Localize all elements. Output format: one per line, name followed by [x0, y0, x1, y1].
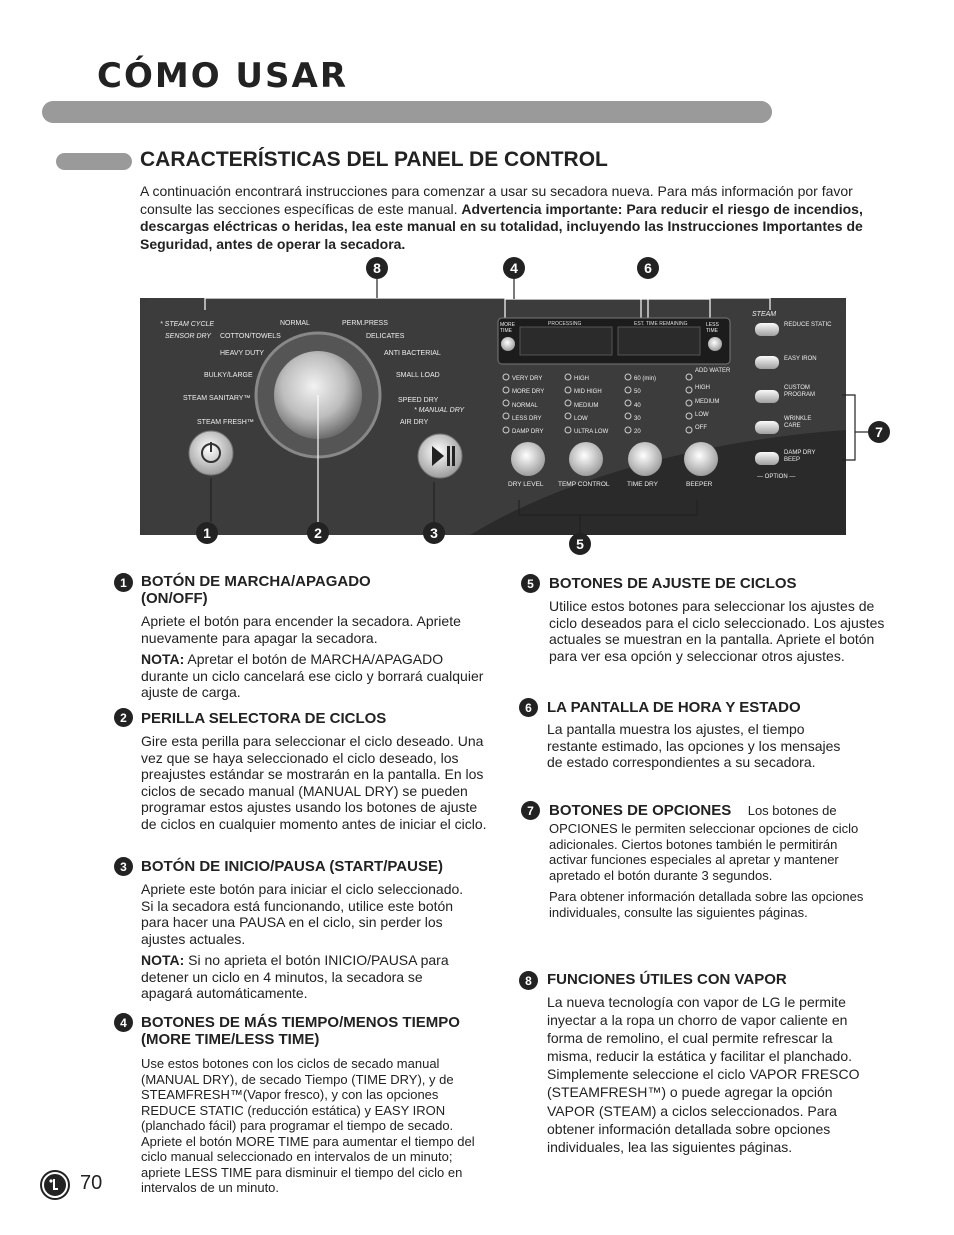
reduce-static-button	[755, 323, 779, 336]
section-body-5	[549, 598, 901, 664]
section-body-6	[547, 721, 857, 771]
less-time-button	[708, 337, 722, 351]
time-dry-button	[628, 442, 662, 476]
callout-8: 8	[366, 257, 388, 279]
callout-7: 7	[868, 421, 890, 443]
section-number-4: 4	[114, 1013, 133, 1032]
led-50: 50	[634, 389, 641, 396]
callout-6: 6	[637, 257, 659, 279]
section-number-6: 6	[519, 698, 538, 717]
note-3: Si no aprieta el botón INICIO/PAUSA para detener un ciclo en 4 minutos, la secadora se apagará automáticamente.	[141, 952, 449, 1001]
section-title-6: LA PANTALLA DE HORA Y ESTADO	[547, 699, 801, 716]
led-high: HIGH	[574, 376, 589, 382]
est-time-label: EST. TIME REMAINING	[634, 321, 688, 327]
lg-logo-icon	[40, 1170, 70, 1200]
intro-body: A continuación encontrará instrucciones para comenzar a usar su secadora nueva. Para más información por favor consulte las secciones específicas de este manual.	[140, 183, 853, 217]
processing-label: PROCESSING	[548, 321, 582, 327]
section-7-p2: Para obtener información detallada sobre las opciones individuales, consulte las siguientes páginas.	[549, 889, 864, 920]
led-beeper-high: HIGH	[695, 385, 710, 392]
temp-control-label: TEMP CONTROL	[558, 481, 610, 488]
section-title-4: BOTONES DE MÁS TIEMPO/MENOS TIEMPO (MORE TIME/LESS TIME)	[141, 1014, 460, 1048]
section-title-2: PERILLA SELECTORA DE CICLOS	[141, 710, 387, 727]
led-add-water: ADD WATER	[695, 368, 731, 374]
led-20: 20	[634, 429, 641, 436]
callout-2: 2	[307, 522, 329, 544]
page-number: 70	[80, 1172, 103, 1194]
section-title-1: BOTÓN DE MARCHA/APAGADO (ON/OFF)	[141, 573, 371, 607]
dial-air-dry: AIR DRY	[400, 419, 429, 426]
callout-4: 4	[503, 257, 525, 279]
led-beeper-low: LOW	[695, 411, 709, 418]
section-number-2: 2	[114, 708, 133, 727]
led-beeper-off: OFF	[695, 425, 707, 432]
beeper-button	[684, 442, 718, 476]
section-1-p1: Apriete el botón para encender la secadora. Apriete nuevamente para apagar la secadora.	[141, 613, 461, 646]
dial-cotton-towels: COTTON/TOWELS	[220, 333, 281, 340]
custom-program-label: CUSTOM PROGRAM	[784, 385, 816, 398]
section-body-4	[141, 1056, 493, 1196]
section-title: CARACTERÍSTICAS DEL PANEL DE CONTROL	[140, 148, 608, 171]
section-7-inline: Los botones de	[747, 803, 837, 818]
section-body-3	[141, 881, 471, 1002]
dry-level-leds	[512, 373, 544, 439]
beeper-label: BEEPER	[686, 481, 713, 488]
wrinkle-care-label: WRINKLE CARE	[784, 416, 812, 429]
section-6-p1: La pantalla muestra los ajustes, el tiempo restante estimado, las opciones y los mensajes de estado correspondientes a su secadora.	[547, 721, 841, 770]
section-number-1: 1	[114, 573, 133, 592]
section-body-2	[141, 733, 491, 832]
time-leds	[634, 373, 656, 439]
note-1: Apretar el botón de MARCHA/APAGADO durante un ciclo cancelará ese ciclo y borrará cualquier ajuste de carga.	[141, 651, 484, 700]
section-body-1	[141, 613, 491, 701]
damp-dry-beep-label: DAMP DRY BEEP	[784, 450, 816, 463]
callout-3: 3	[423, 522, 445, 544]
more-time-label: MORE TIME	[500, 322, 515, 334]
section-2-p1: Gire esta perilla para seleccionar el ciclo deseado. Una vez que se haya seleccionado el ciclo deseado, los preajustes estándar se mostrarán en la pantalla. En los ciclos de secado manual (MANUAL DRY) se pueden programar estos ajustes usando los botones de ajuste de ciclos en cualquier momento antes de iniciar el ciclo.	[141, 733, 487, 832]
dry-level-button	[511, 442, 545, 476]
led-mid-high: MID HIGH	[574, 389, 602, 396]
led-less-dry: LESS DRY	[512, 415, 542, 422]
steam-cycle-label: * STEAM CYCLE	[160, 321, 215, 328]
page-title: CÓMO USAR	[97, 56, 349, 96]
reduce-static-label: REDUCE STATIC	[784, 322, 832, 328]
lg-logo-mark	[40, 1170, 70, 1200]
callout-1: 1	[196, 522, 218, 544]
section-body-8	[547, 993, 872, 1156]
dry-level-label: DRY LEVEL	[508, 481, 544, 488]
section-number-7: 7	[521, 801, 540, 820]
section-3-p1: Apriete este botón para iniciar el ciclo seleccionado. Si la secadora está funcionando, utilice este botón para hacer una PAUSA en el ciclo, sin perder los ajustes actuales.	[141, 881, 464, 947]
dial-steam-fresh: STEAM FRESH™	[197, 419, 254, 426]
control-panel-illustration	[0, 0, 954, 560]
dial-steam-sanitary: STEAM SANITARY™	[183, 395, 251, 402]
beeper-leds	[695, 365, 730, 435]
section-7-p1: OPCIONES le permiten seleccionar opciones de ciclo adicionales. Ciertos botones también le permitirán activar funciones especiales al apretar y mantener apretado el botón durante 3 segundos.	[549, 821, 859, 883]
led-60: 60 (min)	[634, 376, 657, 382]
damp-dry-beep-button	[755, 452, 779, 465]
section-number-3: 3	[114, 857, 133, 876]
led-damp-dry: DAMP DRY	[512, 429, 544, 436]
led-beeper-medium: MEDIUM	[695, 398, 720, 405]
dial-normal: NORMAL	[280, 320, 310, 327]
section-body-7	[549, 821, 879, 920]
sensor-dry-label: SENSOR DRY	[165, 333, 212, 340]
temp-control-button	[569, 442, 603, 476]
power-button	[189, 431, 233, 475]
section-title-8: FUNCIONES ÚTILES CON VAPOR	[547, 971, 787, 988]
steam-label: STEAM	[752, 311, 777, 318]
wrinkle-care-button	[755, 421, 779, 434]
led-low: LOW	[574, 415, 588, 422]
dial-bulky-large: BULKY/LARGE	[204, 372, 253, 379]
section-8-p1: La nueva tecnología con vapor de LG le permite inyectar a la ropa un chorro de vapor caliente en forma de remolino, el cual permite refrescar la misma, reducir la estática y facilitar el planchado. Simplemente seleccione el ciclo VAPOR FRESCO (STEAMFRESH™) o puede agregar la opción VAPOR (STEAM) a ciclos seleccionados. Para obtener información detallada sobre opciones individuales, lea las siguientes páginas.	[547, 994, 860, 1155]
section-4-p1: Use estos botones con los ciclos de secado manual (MANUAL DRY), de secado Tiempo (TIME DRY), y de STEAMFRESH™(Vapor fresco), y con las opciones REDUCE STATIC (reducción estática) y EASY IRON (planchado fácil) para programar el tiempo de secado. Apriete el botón MORE TIME para aumentar el tiempo del ciclo manual seleccionado en intervalos de un minuto; apriete LESS TIME para disminuir el tiempo del ciclo en intervalos de un minuto.	[141, 1056, 475, 1195]
led-ultra-low: ULTRA LOW	[574, 429, 609, 436]
led-30: 30	[634, 415, 641, 422]
led-normal: NORMAL	[512, 402, 538, 409]
dial-anti-bacterial: ANTI BACTERIAL	[384, 350, 441, 357]
section-title-7-row	[549, 802, 889, 820]
led-40: 40	[634, 402, 641, 409]
section-number-8: 8	[519, 971, 538, 990]
intro-warning: Advertencia importante: Para reducir el riesgo de incendios, descargas eléctricas o heridas, lea este manual en su totalidad, incluyendo las Instrucciones Importantes de Seguridad, antes de operar la secadora.	[140, 200, 863, 252]
callout-5: 5	[569, 533, 591, 555]
easy-iron-label: EASY IRON	[784, 356, 817, 362]
dial-perm-press: PERM.PRESS	[342, 320, 388, 327]
section-title-7: BOTONES DE OPCIONES	[549, 802, 732, 819]
dial-delicates: DELICATES	[366, 333, 405, 340]
dial-heavy-duty: HEAVY DUTY	[220, 350, 265, 357]
note-label-1: NOTA:	[141, 651, 185, 667]
led-medium: MEDIUM	[574, 402, 599, 409]
custom-program-button	[755, 390, 779, 403]
easy-iron-button	[755, 356, 779, 369]
section-5-p1: Utilice estos botones para seleccionar los ajustes de ciclo deseados para el ciclo seleccionado. Los ajustes actuales se muestran en la pantalla. Apriete el botón para ver esa opción y seleccionar otros ajustes.	[549, 598, 885, 664]
less-time-label: LESS TIME	[706, 322, 719, 334]
temp-leds	[574, 373, 608, 439]
dial-manual-dry: * MANUAL DRY	[414, 407, 465, 414]
section-title-5: BOTONES DE AJUSTE DE CICLOS	[549, 575, 797, 592]
led-more-dry: MORE DRY	[512, 389, 545, 396]
dial-small-load: SMALL LOAD	[396, 372, 440, 379]
led-very-dry: VERY DRY	[512, 376, 543, 382]
dial-speed-dry: SPEED DRY	[398, 397, 439, 404]
more-time-button	[501, 337, 515, 351]
option-label: — OPTION —	[757, 474, 796, 480]
time-dry-label: TIME DRY	[627, 481, 658, 488]
section-title-3: BOTÓN DE INICIO/PAUSA (START/PAUSE)	[141, 858, 443, 875]
note-label-3: NOTA:	[141, 952, 185, 968]
section-number-5: 5	[521, 574, 540, 593]
